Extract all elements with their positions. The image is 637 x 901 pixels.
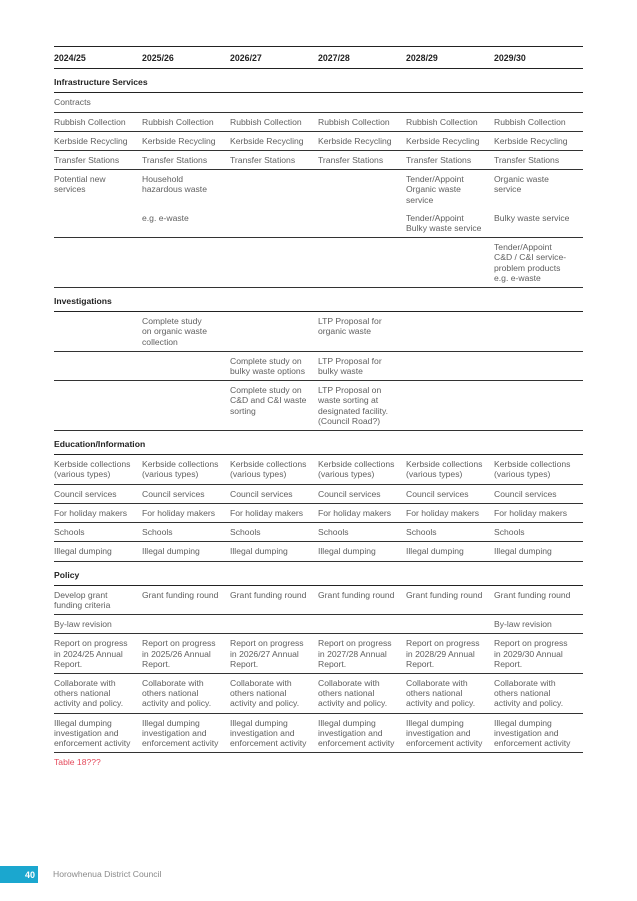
table-row <box>54 615 583 634</box>
table-cell: e.g. e-waste <box>142 212 189 223</box>
table-cell: Council services <box>142 488 205 499</box>
table-cell: Kerbside collections (various types) <box>230 459 307 480</box>
table-caption: Table 18??? <box>54 757 101 767</box>
table-cell <box>54 238 142 287</box>
table-cell <box>230 170 318 209</box>
header-cell: 2024/25 <box>54 53 86 63</box>
table-cell: For holiday makers <box>230 507 304 518</box>
table-cell: Potential new services <box>54 174 106 195</box>
table-row <box>54 312 583 352</box>
table-row <box>54 93 583 112</box>
table-cell: Kerbside collections (various types) <box>406 459 483 480</box>
table-cell: Tender/Appoint Organic waste service <box>406 174 464 205</box>
table-cell: Collaborate with others national activity and policy. <box>230 677 300 709</box>
table-row <box>54 238 583 288</box>
table-cell: Transfer Stations <box>54 155 120 166</box>
header-cell: 2026/27 <box>230 53 262 63</box>
page-number: 40 <box>0 866 38 883</box>
header-cell: 2027/28 <box>318 53 350 63</box>
table-cell <box>494 381 583 430</box>
table-cell <box>406 93 494 111</box>
table-cell: Illegal dumping <box>230 546 288 557</box>
table-cell: Transfer Stations <box>406 155 472 166</box>
table-cell: Rubbish Collection <box>142 116 214 127</box>
table-cell <box>494 352 583 380</box>
table-cell <box>318 615 406 633</box>
table-cell: Kerbside Recycling <box>142 135 216 146</box>
page-footer <box>0 866 637 883</box>
table-cell: Kerbside Recycling <box>318 135 392 146</box>
table-cell <box>230 209 318 237</box>
table-cell: Council services <box>230 488 293 499</box>
table-cell: Kerbside collections (various types) <box>142 459 219 480</box>
table-cell <box>142 615 230 633</box>
table-row <box>54 170 583 209</box>
header-cell: 2025/26 <box>142 53 174 63</box>
table-cell: Tender/Appoint Bulky waste service <box>406 212 482 234</box>
table-cell <box>318 238 406 287</box>
table-cell: Rubbish Collection <box>318 116 390 127</box>
table-row <box>54 151 583 170</box>
table-cell: For holiday makers <box>494 507 568 518</box>
table-cell: Report on progress in 2024/25 Annual Report. <box>54 638 128 669</box>
table-cell: Kerbside collections (various types) <box>54 459 131 480</box>
table-cell <box>230 238 318 287</box>
table-cell <box>142 238 230 287</box>
table-cell: Grant funding round <box>230 589 307 600</box>
section-heading-row <box>54 562 583 586</box>
table-row <box>54 674 583 714</box>
table-cell: Grant funding round <box>142 589 219 600</box>
section-title: Investigations <box>54 296 112 307</box>
table-cell <box>318 209 406 237</box>
section-title: Infrastructure Services <box>54 77 148 88</box>
table-row <box>54 542 583 561</box>
table-cell: Illegal dumping investigation and enforcement activity <box>406 717 483 748</box>
table-cell: Illegal dumping <box>494 546 552 557</box>
table-cell: Grant funding round <box>494 589 571 600</box>
table-row <box>54 523 583 542</box>
table-cell: Kerbside collections (various types) <box>318 459 395 480</box>
section-title: Policy <box>54 569 80 580</box>
table-cell: Illegal dumping <box>406 546 464 557</box>
table-cell: Kerbside Recycling <box>406 135 480 146</box>
table-cell <box>142 381 230 430</box>
table-cell: Grant funding round <box>318 589 395 600</box>
section-heading-row <box>54 69 583 93</box>
table-cell: LTP Proposal for bulky waste <box>318 355 382 377</box>
table-cell: LTP Proposal for organic waste <box>318 316 382 337</box>
table-cell: Rubbish Collection <box>494 116 566 127</box>
table-cell: Kerbside Recycling <box>54 135 128 146</box>
table-cell: Rubbish Collection <box>230 116 302 127</box>
table-cell <box>54 352 142 380</box>
table-cell <box>142 93 230 111</box>
table-cell <box>406 381 494 430</box>
table-cell <box>406 312 494 351</box>
table-cell: Kerbside Recycling <box>230 135 304 146</box>
table-cell <box>230 93 318 111</box>
section-heading-row <box>54 288 583 312</box>
table-row <box>54 352 583 381</box>
table-row <box>54 381 583 431</box>
table-cell: Rubbish Collection <box>54 116 126 127</box>
table-cell <box>318 93 406 111</box>
table-row <box>54 455 583 484</box>
table-cell: Illegal dumping investigation and enforcement activity <box>230 717 307 748</box>
table-cell: By-law revision <box>494 619 552 630</box>
table-cell: Illegal dumping <box>318 546 376 557</box>
table-cell: Collaborate with others national activity and policy. <box>494 677 564 709</box>
table-cell: Complete study on bulky waste options <box>230 355 305 377</box>
table-cell: For holiday makers <box>142 507 216 518</box>
table-cell: Council services <box>318 488 381 499</box>
table-cell: Organic waste service <box>494 174 549 195</box>
table-cell: Schools <box>54 527 85 538</box>
table-cell: Illegal dumping <box>54 546 112 557</box>
table-cell: Illegal dumping investigation and enforcement activity <box>54 717 131 748</box>
table-cell: Kerbside collections (various types) <box>494 459 571 480</box>
table-cell: Council services <box>406 488 469 499</box>
table-cell: Complete study on C&D and C&I waste sorting <box>230 385 307 416</box>
header-cell: 2028/29 <box>406 53 438 63</box>
table-cell: By-law revision <box>54 619 112 630</box>
table-cell: Develop grant funding criteria <box>54 589 111 610</box>
table-row <box>54 586 583 615</box>
table-cell: Illegal dumping <box>142 546 200 557</box>
table-cell: For holiday makers <box>54 507 128 518</box>
table-cell <box>54 381 142 430</box>
table-cell: Report on progress in 2026/27 Annual Report. <box>230 638 304 669</box>
table-cell <box>142 352 230 380</box>
table-cell: Transfer Stations <box>230 155 296 166</box>
table-cell: Complete study on organic waste collection <box>142 316 207 347</box>
table-row <box>54 209 583 238</box>
table-cell <box>54 209 142 237</box>
table-cell: Grant funding round <box>406 589 483 600</box>
table-cell: Schools <box>406 527 437 538</box>
table-row <box>54 113 583 132</box>
table-cell: Kerbside Recycling <box>494 135 568 146</box>
table-header-row <box>54 46 583 69</box>
schedule-table <box>54 46 583 753</box>
table-cell: LTP Proposal on waste sorting at designated facility. (Council Road?) <box>318 385 389 426</box>
table-cell: Collaborate with others national activity and policy. <box>142 677 212 709</box>
table-cell: Report on progress in 2025/26 Annual Report. <box>142 638 216 669</box>
table-row <box>54 634 583 674</box>
table-cell: Report on progress in 2029/30 Annual Report. <box>494 638 568 669</box>
table-cell: Tender/Appoint C&D / C&I service- problem products e.g. e-waste <box>494 242 567 283</box>
table-cell <box>494 93 583 111</box>
table-cell: Transfer Stations <box>494 155 560 166</box>
table-row <box>54 714 583 754</box>
table-cell: Collaborate with others national activity and policy. <box>406 677 476 709</box>
table-cell: Schools <box>318 527 349 538</box>
table-cell: Transfer Stations <box>142 155 208 166</box>
table-cell: Illegal dumping investigation and enforcement activity <box>318 717 395 748</box>
table-cell: For holiday makers <box>318 507 392 518</box>
table-row <box>54 132 583 151</box>
table-cell: Bulky waste service <box>494 212 570 223</box>
table-cell: Illegal dumping investigation and enforcement activity <box>494 717 571 748</box>
table-cell: Rubbish Collection <box>406 116 478 127</box>
table-cell: Transfer Stations <box>318 155 384 166</box>
section-title: Education/Information <box>54 439 146 450</box>
table-cell: Illegal dumping investigation and enforcement activity <box>142 717 219 748</box>
table-cell: Council services <box>54 488 117 499</box>
table-cell <box>230 312 318 351</box>
table-cell: Council services <box>494 488 557 499</box>
table-cell: Schools <box>494 527 525 538</box>
table-cell: Schools <box>142 527 173 538</box>
header-cell: 2029/30 <box>494 53 526 63</box>
table-cell <box>494 312 583 351</box>
table-cell: For holiday makers <box>406 507 480 518</box>
table-row <box>54 485 583 504</box>
council-name: Horowhenua District Council <box>53 869 162 879</box>
table-cell <box>406 352 494 380</box>
table-cell <box>406 615 494 633</box>
table-cell: Report on progress in 2027/28 Annual Report. <box>318 638 392 669</box>
table-cell: Contracts <box>54 97 91 108</box>
table-cell: Report on progress in 2028/29 Annual Report. <box>406 638 480 669</box>
table-cell: Collaborate with others national activity and policy. <box>318 677 388 709</box>
table-cell: Schools <box>230 527 261 538</box>
table-cell <box>406 238 494 287</box>
section-heading-row <box>54 431 583 455</box>
table-cell: Household hazardous waste <box>142 174 207 195</box>
table-row <box>54 504 583 523</box>
table-cell <box>54 312 142 351</box>
table-cell <box>230 615 318 633</box>
table-body <box>54 69 583 753</box>
table-cell: Collaborate with others national activity and policy. <box>54 677 124 709</box>
table-cell <box>318 170 406 209</box>
